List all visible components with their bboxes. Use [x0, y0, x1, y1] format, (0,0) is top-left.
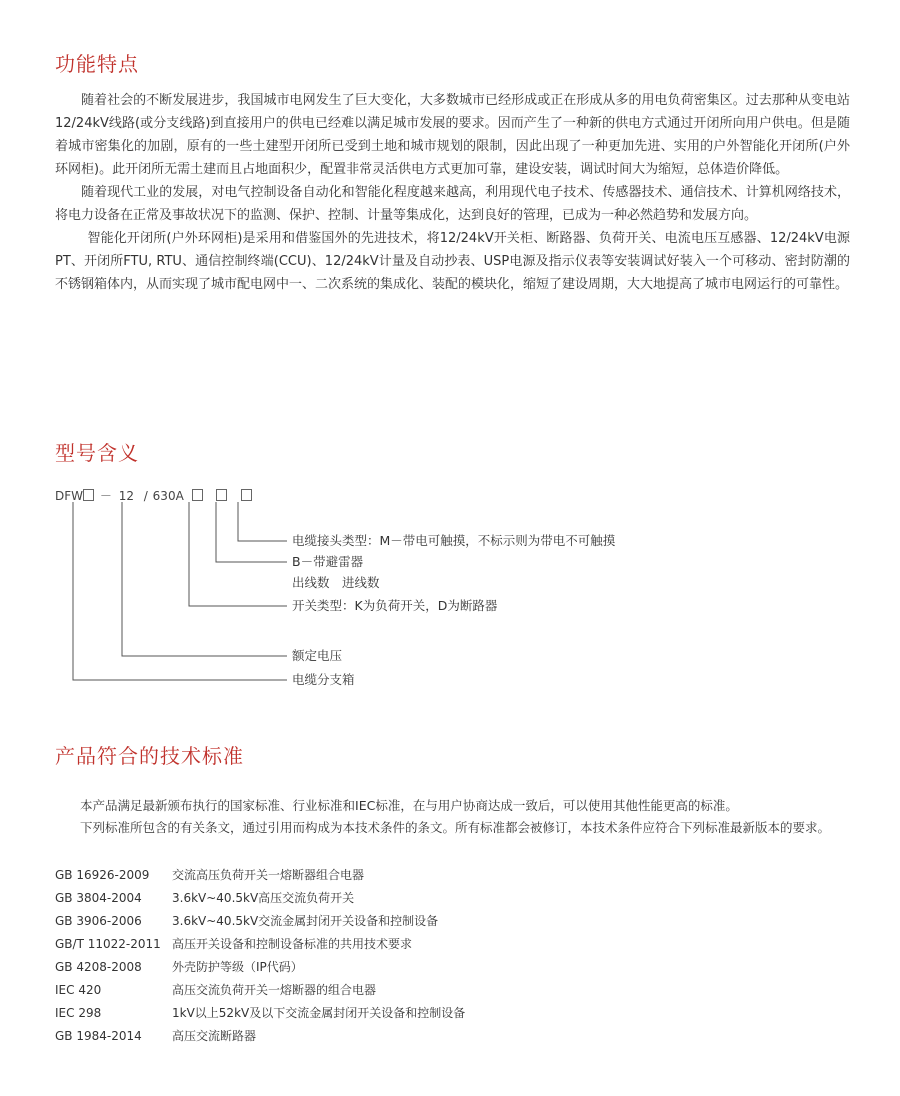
code-box-4: [241, 489, 252, 501]
standard-row: [55, 956, 465, 979]
model-code: [55, 487, 252, 504]
standards-list: [55, 864, 465, 1048]
code-box-2: [192, 489, 203, 501]
standard-code: GB 3906-2006: [55, 914, 142, 928]
features-paragraph-2: 随着现代工业的发展，对电气控制设备自动化和智能化程度越来越高，利用现代电子技术、传感器技术、通信技术、计算机网络技术，将电力设备在正常及事故状况下的监测、保护、控制、计量等集成化，达到良好的管理，已成为一种必然趋势和发展方向。: [55, 185, 850, 223]
annotation-cable-box: 电缆分支箱: [292, 672, 355, 687]
standard-name: 交流高压负荷开关一熔断器组合电器: [172, 868, 365, 882]
section-title-features: 功能特点: [55, 52, 139, 76]
connector-cable-type: [238, 502, 287, 541]
standard-name: 高压开关设备和控制设备标准的共用技术要求: [172, 937, 413, 951]
standard-row: [55, 933, 465, 956]
annotation-switch-type: 开关类型：K为负荷开关，D为断路器: [292, 598, 498, 613]
annotation-cable-type: 电缆接头类型：M－带电可触摸，不标示则为带电不可触摸: [292, 533, 616, 548]
standard-row: [55, 979, 465, 1002]
annotation-in-out-count: 出线数 进线数: [292, 575, 380, 590]
standard-code: GB 3804-2004: [55, 891, 142, 905]
standard-row: [55, 1025, 465, 1048]
standard-code: GB 16926-2009: [55, 868, 150, 882]
standard-row: [55, 910, 465, 933]
standard-name: 3.6kV~40.5kV高压交流负荷开关: [172, 891, 355, 905]
features-paragraph-1: 随着社会的不断发展进步，我国城市电网发生了巨大变化，大多数城市已经形成或正在形成从多的用电负荷密集区。过去那种从变电站12/24kV线路(或分支线路)到直接用户的供电已经难以满足城市发展的要求。因而产生了一种新的供电方式通过开闭所向用户供电。但是随着城市密集化的加剧，原有的一些土建型开闭所已受到土地和城市规划的限制，因此出现了一种更加先进、实用的户外智能化开闭所(户外环网柜)。此开闭所无需土建而且占地面积少，配置非常灵活供电方式更加可靠，建设安装，调试时间大为缩短，总体造价降低。: [55, 93, 850, 177]
annotation-rated-voltage: 额定电压: [292, 648, 343, 663]
standards-intro-2: 下列标准所包含的有关条文，通过引用而构成为本技术条件的条文。所有标准都会被修订，本技术条件应符合下列标准最新版本的要求。: [80, 820, 831, 835]
standard-code: IEC 298: [55, 1006, 102, 1020]
code-voltage: 12: [118, 489, 134, 503]
code-slash: /: [143, 489, 148, 503]
standard-row: [55, 1002, 465, 1025]
connector-switch-type: [189, 502, 287, 606]
standard-code: GB 4208-2008: [55, 960, 142, 974]
code-prefix: DFW: [55, 489, 84, 503]
code-box-3: [216, 489, 227, 501]
standard-row: [55, 864, 465, 887]
standard-row: [55, 887, 465, 910]
standard-name: 高压交流断路器: [172, 1029, 257, 1043]
standard-name: 1kV以上52kV及以下交流金属封闭开关设备和控制设备: [172, 1006, 466, 1020]
standard-code: GB 1984-2014: [55, 1029, 142, 1043]
code-current: 630A: [152, 489, 184, 503]
code-dash: －: [99, 489, 112, 503]
connector-rated-voltage: [122, 502, 287, 656]
annotation-arrester: B－带避雷器: [292, 554, 364, 569]
section-title-model: 型号含义: [55, 441, 139, 465]
standards-intro: [55, 795, 850, 839]
section-title-standards: 产品符合的技术标准: [55, 744, 244, 768]
features-text: [55, 89, 850, 296]
standard-name: 3.6kV~40.5kV交流金属封闭开关设备和控制设备: [172, 914, 439, 928]
features-paragraph-3: 智能化开闭所(户外环网柜)是采用和借鉴国外的先进技术，将12/24kV开关柜、断路器、负荷开关、电流电压互感器、12/24kV电源PT、开闭所FTU, RTU、通信控制终端(CCU)、12/24kV计量及自动抄表、USP电源及指示仪表等安装调试好装入一个可移动、密封防潮的不锈钢箱体内，从而实现了城市配电网中一、二次系统的集成化、装配的模块化，缩短了建设周期，大大地提高了城市电网运行的可靠性。: [55, 231, 850, 292]
standard-code: GB/T 11022-2011: [55, 937, 161, 951]
code-box-1: [83, 489, 94, 501]
standard-name: 高压交流负荷开关一熔断器的组合电器: [172, 983, 377, 997]
standard-code: IEC 420: [55, 983, 102, 997]
standards-intro-1: 本产品满足最新颁布执行的国家标准、行业标准和IEC标准，在与用户协商达成一致后，可以使用其他性能更高的标准。: [80, 798, 738, 813]
connector-arrester: [216, 502, 287, 562]
connector-box: [73, 502, 287, 680]
standard-name: 外壳防护等级（IP代码）: [172, 960, 303, 974]
